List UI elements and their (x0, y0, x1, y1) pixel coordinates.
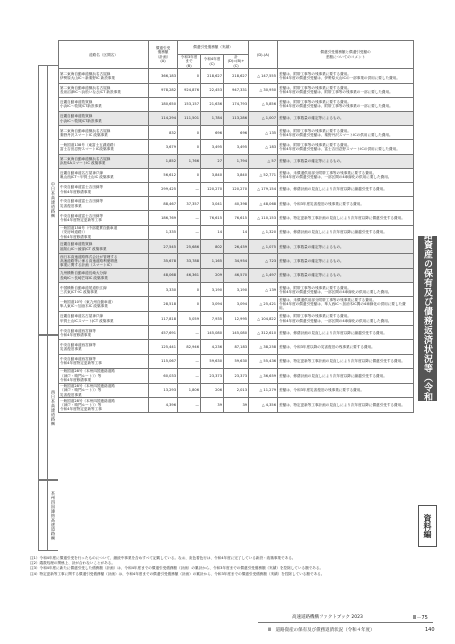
table-row (59, 140, 414, 154)
cell-prior: 0 (178, 297, 201, 312)
cell-prior: 1,806 (178, 383, 201, 398)
footer-page-number: 140 (425, 627, 435, 633)
cell-total: 2,013 (224, 383, 249, 398)
table-row (59, 97, 414, 111)
table-row (59, 240, 414, 254)
cell-planned: 114,294 (149, 112, 178, 126)
cell-prior: 0 (178, 69, 201, 83)
cell-route: 一般国道10号（東九州自動車道） 隼人東IC～加治木IC 改築事業 (59, 297, 149, 312)
footer-rule (258, 622, 433, 623)
cell-comment: 差額は、附帯工事等の残事業に要する費用。 令和4年度の償還引受額は、附帯工事等の残事業の一部に要した費用。 (278, 83, 414, 97)
cell-comment: 差額は、未償還供用部分附帯工事等の残事業に要する費用。 令和4年度の償還引受額は、一部区間の4車線化の供用に要した費用。 (278, 168, 414, 182)
cell-r4: 22,453 (201, 83, 224, 97)
cell-planned: 186,769 (149, 211, 178, 225)
table-row (59, 83, 414, 97)
table-row (59, 168, 414, 182)
repayment-table (58, 40, 414, 413)
cell-total: 145,080 (224, 326, 249, 340)
cell-total: 3,094 (224, 297, 249, 312)
cell-planned: 1,852 (149, 154, 178, 168)
cell-total: 40,398 (224, 197, 249, 211)
cell-diff: △ 1,497 (249, 269, 278, 283)
cell-r4: 1,165 (201, 254, 224, 269)
table-row (59, 182, 414, 196)
cell-comment: 差額は、工事数量の確定等によるもの。 (278, 154, 414, 168)
cell-comment: 差額は、特定更新等工事計画の見直しにより次年度以降に償還引受する費用。 (278, 211, 414, 225)
cell-r4: 206 (201, 383, 224, 398)
cell-comment: 差額は、附帯工事等の残事業に要する費用。 令和4年度の償還引受額は、一部区間の4車線化の供用に要した費用。 (278, 283, 414, 297)
cell-r4: 696 (201, 126, 224, 140)
cell-r4: 3,840 (201, 168, 224, 182)
cell-route: 一般国道28号（本州四国連絡道路 （神戸・鳴門ルート））等 令和4年度修繕事業 (59, 368, 149, 383)
cell-r4: 14 (201, 225, 224, 240)
cell-prior: 0 (178, 126, 201, 140)
cell-prior: — (178, 354, 201, 368)
cell-diff: △ 179,154 (249, 182, 278, 196)
group-west (38, 335, 58, 480)
cell-r4: 1,784 (201, 112, 224, 126)
cell-r4: 21,636 (201, 97, 224, 111)
cell-r4: 39 (201, 398, 224, 413)
footnote-2: 注2）端数処理の関係上、計が合わないことがある。 (30, 561, 115, 566)
header-diff: (D)-(A) (249, 41, 278, 69)
cell-prior: 1,766 (178, 154, 201, 168)
cell-prior: 5,059 (178, 312, 201, 326)
cell-total: 947,331 (224, 83, 249, 97)
cell-planned: 48,068 (149, 269, 178, 283)
cell-comment: 差額は、未償還供用部分附帯工事等の残事業に要する費用。 令和4年度の償還引受額は、隼人西IC～加治木IC間の4車線化の供用に要した費用。 (278, 297, 414, 312)
cell-prior: — (178, 326, 201, 340)
cell-diff: △ 36,659 (249, 368, 278, 383)
cell-total: 26,459 (224, 240, 249, 254)
cell-comment: 差額は、工事数量の確定等によるもの。 (278, 112, 414, 126)
cell-planned: 125,441 (149, 340, 178, 354)
table-row (59, 126, 414, 140)
cell-prior: — (178, 398, 201, 413)
header-prior: 令和3年度まで (B) (178, 54, 201, 69)
cell-prior: 111,501 (178, 112, 201, 126)
cell-planned: 1,335 (149, 225, 178, 240)
cell-total: 1,794 (224, 154, 249, 168)
cell-route: 九州横断自動車道長崎大分線 長崎IC～長崎芒塚IC 改築事業 (59, 269, 149, 283)
cell-total: 3,495 (224, 140, 249, 154)
cell-route: 一般国道138号（東富士五湖道路） 富士吉田忍野スマートIC改築事業 (59, 140, 149, 154)
cell-route: 近畿自動車道名古屋神戸線 亀山西JCT～甲賀土山IC 改築事業 (59, 168, 149, 182)
cell-comment: 差額は、修繕計画の見直しにより次年度以降に繰越引受する費用。 (278, 368, 414, 383)
cell-diff: △ 1,075 (249, 240, 278, 254)
cell-prior: 0 (178, 283, 201, 297)
cell-total: 76,615 (224, 211, 249, 225)
footnotes (30, 556, 415, 577)
cell-total: 39 (224, 398, 249, 413)
cell-r4: 802 (201, 240, 224, 254)
cell-planned: 35,678 (149, 254, 178, 269)
cell-route: 近畿自動車道敦賀線 小浜IC～敦賀JCT新設事業 (59, 112, 149, 126)
group-label-west: 西日本高速道路㈱ (51, 389, 56, 426)
cell-planned: 457,691 (149, 326, 178, 340)
cell-prior: 153,157 (178, 97, 201, 111)
footer-section-title: Ⅲ 道路資産の保有及び債務返済状況（令和４年度） (268, 628, 375, 633)
cell-comment: 差額は、工事数量の確定等によるもの。 (278, 240, 414, 254)
cell-diff: △ 147,555 (249, 69, 278, 83)
cell-planned: 60,033 (149, 368, 178, 383)
cell-prior: 37,357 (178, 197, 201, 211)
table-row (59, 312, 414, 326)
cell-route: 中央自動車道西宮線等 災害復旧事業 (59, 340, 149, 354)
table-row (59, 211, 414, 225)
cell-planned: 115,067 (149, 354, 178, 368)
cell-route: 中央自動車道西宮線等 令和4年度特定更新等工事 (59, 354, 149, 368)
cell-route: 中央自動車道富士吉田線等 令和4年度修繕事業 (59, 182, 149, 196)
group-honshi (38, 480, 58, 551)
cell-planned: 88,467 (149, 197, 178, 211)
footer-book-title: 高速道路機構ファクトブック 2023 (292, 615, 363, 620)
cell-diff: △ 1,007 (249, 112, 278, 126)
cell-total: 23,373 (224, 368, 249, 383)
cell-comment: 差額は、修繕計画の見直しにより次年度以降に繰越引受する費用。 (278, 182, 414, 196)
cell-r4: 27 (201, 154, 224, 168)
cell-diff: △ 55,436 (249, 354, 278, 368)
header-route: 道路名（区間名） (59, 41, 149, 69)
cell-diff: △ 312,610 (249, 326, 278, 340)
cell-comment: 差額は、附帯工事等の残事業に要する費用。 令和4年度の償還引受額は、秦野丹沢スマートICの供用に要した費用。 (278, 126, 414, 140)
table-row (59, 112, 414, 126)
section-side-tab (418, 200, 437, 437)
table-row (59, 340, 414, 354)
cell-prior: 924,876 (178, 83, 201, 97)
table-row (59, 398, 414, 413)
cell-r4: 3,041 (201, 197, 224, 211)
cell-r4: 120,270 (201, 182, 224, 196)
table-row (59, 326, 414, 340)
cell-total: 3,190 (224, 283, 249, 297)
cell-total: 34,954 (224, 254, 249, 269)
appendix-side-tab-label: 資料編 (423, 514, 432, 538)
cell-r4: 59,630 (201, 354, 224, 368)
cell-prior: 33,788 (178, 254, 201, 269)
cell-total: 113,286 (224, 112, 249, 126)
cell-r4: 218,627 (201, 69, 224, 83)
cell-route: 西日本高速道路株式会社が管理する 高速道路等に係る高速道路利便増進 事業に関する計画（スマートIC） (59, 254, 149, 269)
cell-total: 12,995 (224, 312, 249, 326)
cell-route: 第二東海自動車道横浜名古屋線 浜松SAスマートIC 改築事業 (59, 154, 149, 168)
cell-comment: 差額は、修繕計画の見直しにより次年度以降に繰越引受する費用。 (278, 225, 414, 240)
cell-diff: △ 48,068 (249, 197, 278, 211)
table-row (59, 368, 414, 383)
table-row (59, 283, 414, 297)
table-body (59, 69, 414, 412)
table-row (59, 154, 414, 168)
cell-planned: 366,183 (149, 69, 178, 83)
cell-comment: 差額は、附帯工事等の残事業に要する費用。 令和4年度の償還引受額は、附帯工事等の残事業の一部に要した費用。 (278, 97, 414, 111)
cell-route: 一般国道28号（本州四国連絡道路 （神戸・鳴門ルート））等 令和4年度特定更新等工事 (59, 398, 149, 413)
cell-comment: 差額は、附帯工事等の残事業に要する費用。 令和4年度の償還引受額は、富士吉田忍野スマートICの供用に要した費用。 (278, 140, 414, 154)
appendix-side-tab (418, 505, 437, 547)
header-planned: 償還引受 債務額 （計画） (A) (149, 41, 178, 69)
cell-route: 一般国道28号（本州四国連絡道路 （神戸・鳴門ルート））等 災害復旧事業 (59, 383, 149, 398)
cell-route: 近畿自動車道敦賀線 福知山IC～綾部JCT 改築事業 (59, 240, 149, 254)
cell-total: 174,793 (224, 97, 249, 111)
cell-planned: 28,518 (149, 297, 178, 312)
table-row (59, 354, 414, 368)
cell-comment: 差額は、附帯工事等の残事業に要する費用。 令和4年度の償還引受額は、伊勢原大山ICの一部事業の供用に要した費用。 (278, 69, 414, 83)
cell-route: 第二東海自動車道横浜名古屋線 長泉沼津IC～浜松いなさJCT 新設事業 (59, 83, 149, 97)
cell-r4: 76,615 (201, 211, 224, 225)
table-row (59, 197, 414, 211)
cell-prior: 25,686 (178, 240, 201, 254)
cell-total: 14 (224, 225, 249, 240)
cell-total: 46,570 (224, 269, 249, 283)
cell-planned: 27,545 (149, 240, 178, 254)
cell-diff: △ 135 (249, 126, 278, 140)
cell-planned: 299,425 (149, 182, 178, 196)
cell-r4: 209 (201, 269, 224, 283)
cell-planned: 3,330 (149, 283, 178, 297)
cell-route: 中央自動車道西宮線等 令和4年度修繕事業 (59, 326, 149, 340)
footer-page-section: Ⅲ－75 (413, 615, 428, 621)
cell-r4: 3,190 (201, 283, 224, 297)
cell-diff: △ 25,421 (249, 297, 278, 312)
cell-diff: △ 1,320 (249, 225, 278, 240)
table-row (59, 297, 414, 312)
cell-diff: △ 5,856 (249, 97, 278, 111)
cell-prior: 82,946 (178, 340, 201, 354)
cell-diff: △ 11,279 (249, 383, 278, 398)
cell-diff: △ 183 (249, 140, 278, 154)
cell-diff: △ 57 (249, 154, 278, 168)
group-label-honshi: 本州四国連絡高速道路㈱ (51, 490, 56, 541)
cell-planned: 3,679 (149, 140, 178, 154)
header-actual: 償還引受債務額（実績） (178, 41, 249, 55)
cell-prior: — (178, 368, 201, 383)
cell-comment: 差額は、工事数量の確定等によるもの。 (278, 254, 414, 269)
table-row (59, 225, 414, 240)
cell-planned: 180,650 (149, 97, 178, 111)
cell-planned: 13,293 (149, 383, 178, 398)
cell-total: 120,270 (224, 182, 249, 196)
cell-route: 中国横断自動車道尾道松江線 三次東JCT･IC 改築事業 (59, 283, 149, 297)
cell-planned: 4,396 (149, 398, 178, 413)
cell-comment: 差額は、工事数量の確定等によるもの。 (278, 269, 414, 283)
cell-r4: 4,236 (201, 340, 224, 354)
cell-comment: 差額は、特定更新等工事計画の見直しにより次年度以降に償還引受する費用。 (278, 398, 414, 413)
group-central (38, 65, 58, 335)
footnote-3: 注3）令和4年度に新たに償還引受した債務額（計画）は、令和4年度までの償還引受債務額（計画）の累計から、令和3年度までの償還引受債務額（実績）を控除している額である。 (30, 566, 324, 571)
cell-comment: 差額は、令和3年度災害復旧の残事業に要する費用。 (278, 383, 414, 398)
cell-diff: △ 104,822 (249, 312, 278, 326)
cell-total: 59,630 (224, 354, 249, 368)
table-row (59, 383, 414, 398)
cell-route: 中央自動車道富士吉田線等 令和4年度特定更新等工事 (59, 211, 149, 225)
cell-diff: △ 723 (249, 254, 278, 269)
cell-r4: 3,495 (201, 140, 224, 154)
cell-diff: △ 4,356 (249, 398, 278, 413)
cell-total: 3,840 (224, 168, 249, 182)
table-row (59, 269, 414, 283)
cell-prior: 0 (178, 140, 201, 154)
cell-route: 近畿自動車道名古屋神戸線 甲賀土山ICスマートJCT 改築事業 (59, 312, 149, 326)
header-comment: 償還引受債務額と償還引受額の 差額についてのコメント (278, 41, 414, 69)
cell-diff: △ 30,950 (249, 83, 278, 97)
cell-total: 87,183 (224, 340, 249, 354)
section-side-tab-label: Ⅲ 道路資産の保有及び債務返済状況等（令和4年度） (422, 200, 432, 437)
cell-prior: — (178, 211, 201, 225)
cell-comment: 差額は、修繕計画の見直しにより次年度以降に繰越引受する費用。 (278, 326, 414, 340)
header-total: 計 (D)=(B)+(C) (224, 54, 249, 69)
cell-r4: 145,080 (201, 326, 224, 340)
cell-route: 中央自動車道富士吉田線等 災害復旧事業 (59, 197, 149, 211)
cell-planned: 117,818 (149, 312, 178, 326)
table-row (59, 254, 414, 269)
cell-prior: — (178, 225, 201, 240)
cell-diff: △ 38,258 (249, 340, 278, 354)
cell-route: 第二東海自動車道横浜名古屋線 秦野丹沢スマートIC 改築事業 (59, 126, 149, 140)
cell-r4: 3,094 (201, 297, 224, 312)
cell-planned: 978,282 (149, 83, 178, 97)
cell-r4: 7,935 (201, 312, 224, 326)
cell-planned: 832 (149, 126, 178, 140)
cell-comment: 差額は、特定更新等工事計画の見直しにより次年度以降に償還引受する費用。 (278, 354, 414, 368)
table-row (59, 69, 414, 83)
cell-comment: 差額は、附帯工事等の残事業に要する費用。 令和4年度の償還引受額は、一部区間の4車線化の供用に要した費用。 (278, 312, 414, 326)
cell-prior: — (178, 182, 201, 196)
cell-total: 696 (224, 126, 249, 140)
footnote-4: 注4）特定更新等工事に関する償還引受債務額（計画）は、令和4年度までの償還引受債務額（計画）の累計から、令和3年度までの償還引受債務額（実績）を控除している額である。 (30, 571, 325, 576)
cell-route: 一般国道158号（中部縦貫自動車道 （安房峠道路）） 令和4年度修繕事業 (59, 225, 149, 240)
cell-diff: △ 110,153 (249, 211, 278, 225)
cell-comment: 差額は、令和3年度以降の災害復旧の残事業に要する費用。 (278, 340, 414, 354)
cell-route: 近畿自動車道敦賀線 小浜IC～敦賀JCT新設事業 (59, 97, 149, 111)
cell-diff: △ 52,771 (249, 168, 278, 182)
cell-prior: 46,361 (178, 269, 201, 283)
group-label-central: 中日本高速道路㈱ (51, 182, 56, 218)
cell-comment: 差額は、令和3年度災害復旧の残事業に要する費用。 (278, 197, 414, 211)
header-r4: 令和4年度 (C) (201, 54, 224, 69)
cell-total: 218,627 (224, 69, 249, 83)
cell-prior: 0 (178, 168, 201, 182)
cell-r4: 23,373 (201, 368, 224, 383)
footnote-1: 注1）令和4年度に償還引受を行ったものについて、継続中事業を含めすべて記載している。なお、灰色着色行は、令和4年度に完了している新設・改築事業である。 (30, 556, 296, 560)
cell-planned: 56,612 (149, 168, 178, 182)
cell-route: 第二東海自動車道横浜名古屋線 伊勢原大山IC～新秦野IC 新設事業 (59, 69, 149, 83)
cell-diff: △ 139 (249, 283, 278, 297)
